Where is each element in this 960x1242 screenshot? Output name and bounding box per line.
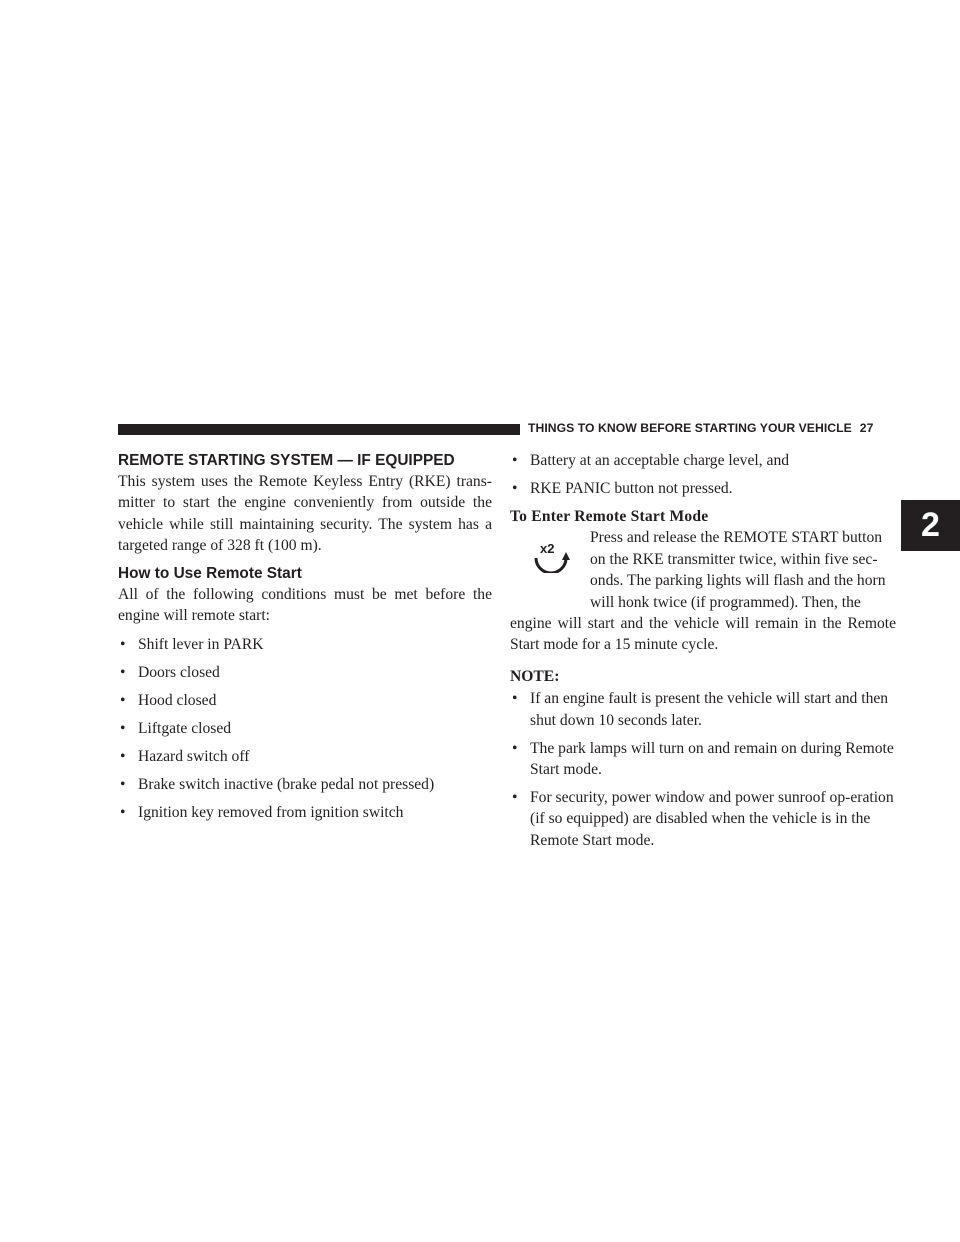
list-item: • Doors closed [118,662,492,683]
bullet-glyph: • [512,480,518,497]
instruction-line: on the RKE transmitter twice, within five sec- [590,550,878,568]
left-column [118,450,492,830]
page-number: 27 [859,421,874,435]
press-twice-icon [530,533,574,573]
subsection-heading: How to Use Remote Start [118,564,302,582]
instruction-block [510,527,896,655]
intro-paragraph: This system uses the Remote Keyless Entry (RKE) trans-mitter to start the engine conveniently from outside the vehicle while still maintaining security. The system has a targeted range of 328 ft (100 m). [118,473,492,555]
bullet-glyph: • [120,776,126,794]
enter-mode-heading: To Enter Remote Start Mode [510,508,709,525]
bullet-glyph: • [120,692,126,710]
list-item: • If an engine fault is present the vehicle will start and then shut down 10 seconds later. [512,690,889,729]
instruction-continuation: engine will start and the vehicle will remain in the Remote Start mode for a 15 minute cycle. [510,615,896,654]
list-item: • Hazard switch off [118,746,492,767]
list-item: • Battery at an acceptable charge level, and [510,450,896,471]
right-column [510,450,896,858]
icon-label: x2 [540,541,555,557]
list-item: • Hood closed [118,690,492,711]
bullet-glyph: • [120,720,126,738]
running-title: THINGS TO KNOW BEFORE STARTING YOUR VEHICLE [528,421,852,435]
list-item: • Liftgate closed [118,718,492,739]
instruction-line: will honk twice (if programmed). Then, the [590,593,861,611]
instruction-line: Press and release the REMOTE START button [590,529,883,547]
bullet-glyph: • [120,636,126,654]
bullet-glyph: • [120,804,126,822]
list-item: • For security, power window and power sunroof op-eration (if so equipped) are disabled when the vehicle is in the Remote Start mode. [512,789,894,849]
page-header [118,422,908,436]
list-item: • Ignition key removed from ignition switch [118,802,492,823]
section-heading: REMOTE STARTING SYSTEM — IF EQUIPPED [118,452,455,469]
list-item: • RKE PANIC button not pressed. [510,478,896,499]
bullet-glyph: • [120,664,126,682]
arrowhead-icon [562,552,570,560]
instruction-line: onds. The parking lights will flash and the horn [590,572,886,590]
conditions-list-continued [510,450,896,499]
note-heading: NOTE: [510,667,560,685]
bullet-glyph: • [512,739,518,757]
list-item: • Shift lever in PARK [118,634,492,655]
bullet-glyph: • [512,690,518,708]
header-title [528,421,873,435]
list-item: • The park lamps will turn on and remain on during Remote Start mode. [512,739,894,779]
notes-list [510,688,896,851]
bullet-glyph: • [512,452,518,469]
chapter-tab[interactable]: 2 [901,500,960,551]
list-item: • Brake switch inactive (brake pedal not pressed) [118,774,492,795]
conditions-list [118,634,492,823]
bullet-glyph: • [512,789,518,807]
conditions-intro: All of the following conditions must be met before the engine will remote start: [118,585,492,625]
header-rule [118,424,520,435]
bullet-glyph: • [120,748,126,766]
